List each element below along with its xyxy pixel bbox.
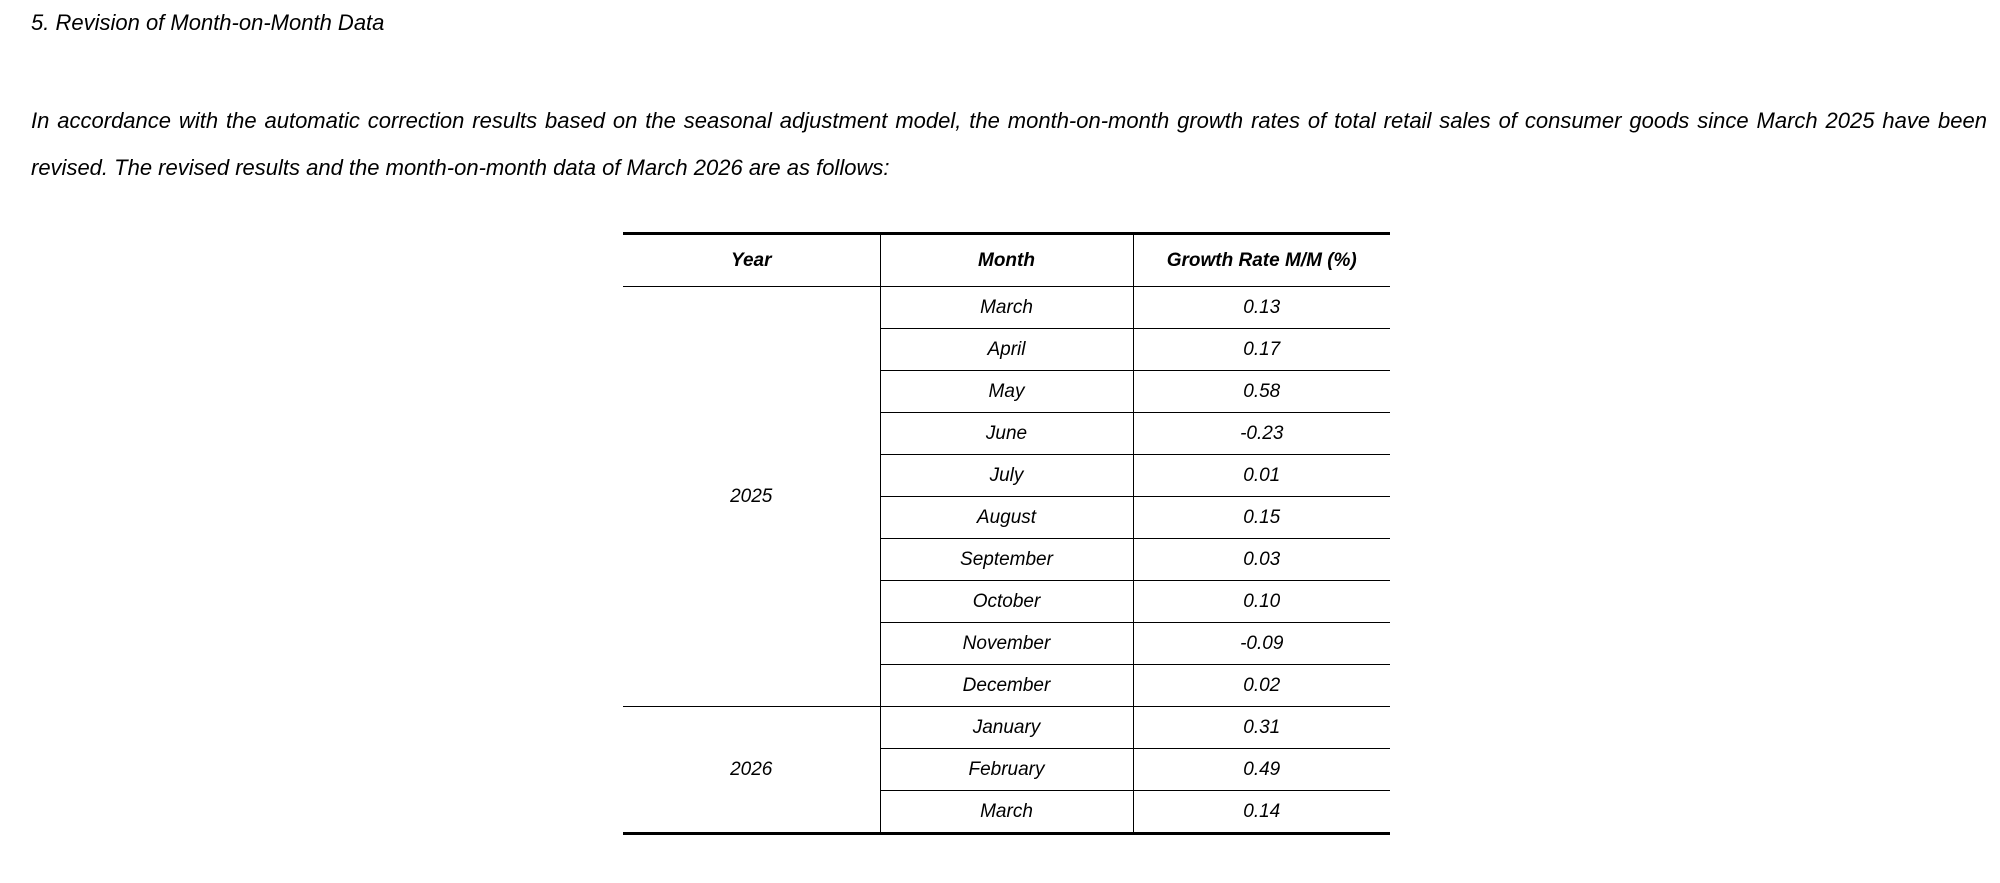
growth-rate-cell: 0.17 [1133,329,1390,371]
growth-rate-cell: 0.03 [1133,539,1390,581]
month-cell: March [880,791,1133,834]
header-month: Month [880,234,1133,287]
month-cell: August [880,497,1133,539]
month-cell: October [880,581,1133,623]
growth-rate-cell: 0.58 [1133,371,1390,413]
month-cell: March [880,287,1133,329]
year-cell: 2025 [623,287,880,707]
intro-paragraph: In accordance with the automatic correction results based on the seasonal adjustment model, the month-on-month growth rates of total retail sales of consumer goods since March 2025 have been revised. The revised results and the month-on-month data of March 2026 are as follows: [31,108,1987,180]
month-cell: November [880,623,1133,665]
month-cell: June [880,413,1133,455]
month-cell: May [880,371,1133,413]
growth-rate-cell: 0.14 [1133,791,1390,834]
month-cell: February [880,749,1133,791]
year-cell: 2026 [623,707,880,834]
header-growth-rate: Growth Rate M/M (%) [1133,234,1390,287]
month-cell: April [880,329,1133,371]
month-cell: December [880,665,1133,707]
section-heading: 5. Revision of Month-on-Month Data [31,10,385,35]
growth-rate-cell: 0.49 [1133,749,1390,791]
month-cell: July [880,455,1133,497]
month-cell: September [880,539,1133,581]
growth-rate-cell: 0.13 [1133,287,1390,329]
table-body [623,287,1390,834]
month-on-month-table [623,232,1390,835]
table-row [623,707,1390,749]
growth-rate-cell: 0.02 [1133,665,1390,707]
header-year: Year [623,234,880,287]
table-header-row [623,234,1390,287]
growth-rate-cell: 0.31 [1133,707,1390,749]
table-row [623,287,1390,329]
month-cell: January [880,707,1133,749]
growth-rate-cell: 0.10 [1133,581,1390,623]
growth-rate-cell: 0.15 [1133,497,1390,539]
growth-rate-cell: 0.01 [1133,455,1390,497]
growth-rate-cell: -0.09 [1133,623,1390,665]
growth-rate-cell: -0.23 [1133,413,1390,455]
